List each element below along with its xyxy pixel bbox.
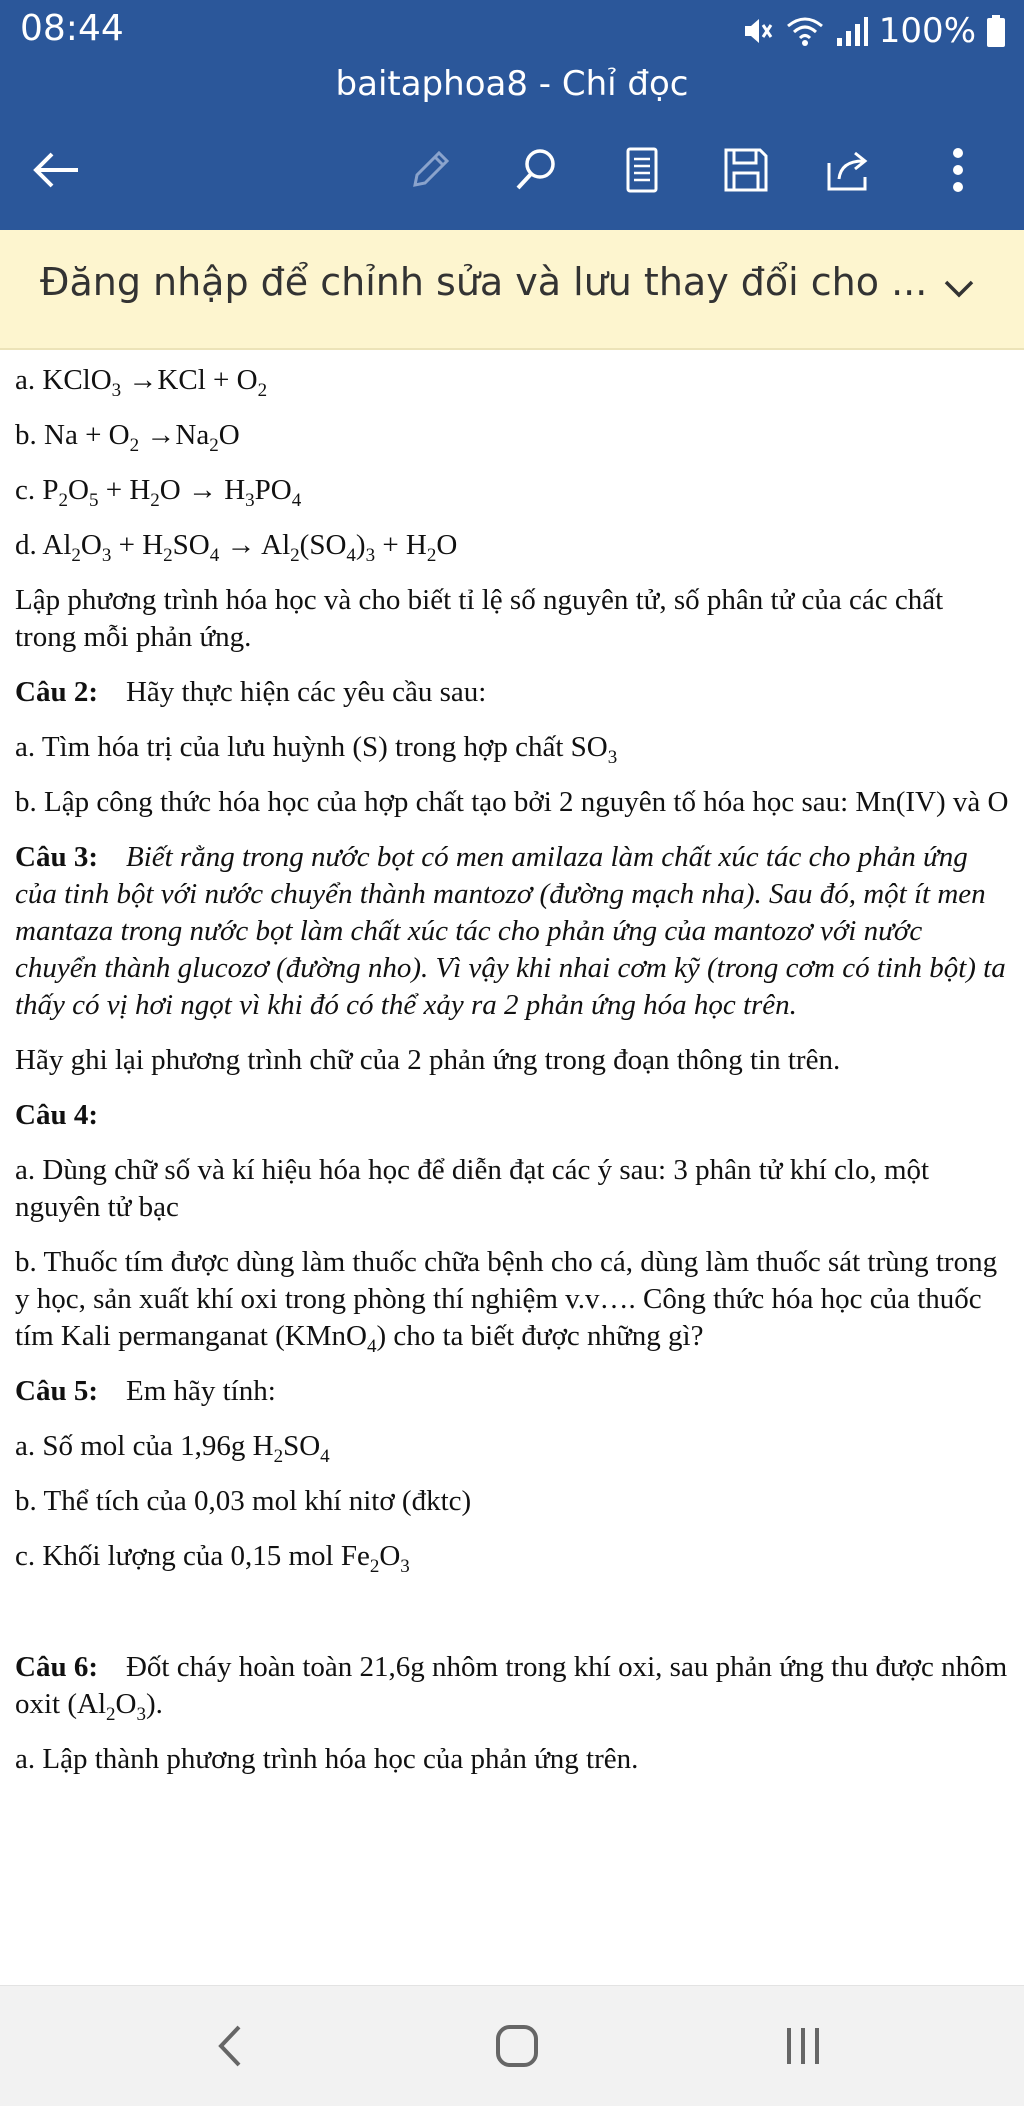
q4-heading: Câu 4: (15, 1099, 98, 1131)
blank-paragraph (15, 1593, 1010, 1649)
pencil-icon (407, 147, 453, 193)
status-time: 08:44 (20, 8, 124, 49)
q1-item-d: d. $Al_2O_3 + H_2SO_4 \to Al_2(SO_4)_3 + H_2O$ (15, 529, 458, 566)
back-arrow-icon (30, 150, 82, 190)
q6-item-a: a. Lập thành phương trình hóa học của phản ứng trên. (15, 1743, 639, 1775)
signin-banner-text: Đăng nhập để chỉnh sửa và lưu thay đổi cho ... (40, 260, 928, 304)
q5-item-b: b. Thể tích của 0,03 mol khí nitơ (đktc) (15, 1485, 472, 1517)
nav-recents-button[interactable] (758, 2006, 848, 2086)
nav-home-icon (494, 2023, 540, 2069)
q1-item-a: a. KClO$_3$ $\to KCl + O_2$ (15, 364, 268, 401)
nav-back-icon (215, 2023, 245, 2069)
nav-recents-icon (783, 2026, 823, 2066)
mute-icon (741, 14, 775, 48)
q1-item-c: c. $P_2O_5 + H_2O \to H_3PO_4$ (15, 474, 302, 511)
q2-item-b: b. Lập công thức hóa học của hợp chất tạo bởi 2 nguyên tố hóa học sau: Mn(IV) và O (15, 786, 1009, 818)
document-title: baitaphoa8 - Chỉ đọc (335, 64, 689, 104)
wifi-icon (785, 14, 825, 48)
battery-percent: 100% (878, 11, 976, 51)
reading-view-button[interactable] (602, 130, 682, 210)
system-navigation-bar (0, 1985, 1024, 2106)
nav-back-button[interactable] (185, 2006, 275, 2086)
q4-item-a: a. Dùng chữ số và kí hiệu hóa học để diễn đạt các ý sau: 3 phân tử khí clo, một nguyên tử bạc (15, 1154, 930, 1223)
search-icon (512, 146, 560, 194)
toolbar (0, 130, 1024, 210)
q5-item-c: c. Khối lượng của 0,15 mol $Fe_2O_3$ (15, 1540, 410, 1577)
more-options-button[interactable] (918, 130, 998, 210)
chevron-down-icon[interactable] (934, 264, 984, 314)
save-button[interactable] (706, 130, 786, 210)
q1-item-b: b. $Na + O_2 \to Na_2O$ (15, 419, 240, 456)
q4-item-b: b. Thuốc tím được dùng làm thuốc chữa bệnh cho cá, dùng làm thuốc sát trùng trong y học, sản xuất khí oxi trong phòng thí nghiệm v.v…. Công thức hóa học của thuốc tím Kali permanganat (KMnO$_4$) cho ta biết được những gì? (15, 1246, 998, 1357)
q1-instruction: Lập phương trình hóa học và cho biết tỉ lệ số nguyên tử, số phân tử của các chất trong mỗi phản ứng. (15, 584, 944, 653)
q6-paragraph: Câu 6: Đốt cháy hoàn toàn 21,6g nhôm trong khí oxi, sau phản ứng thu được nhôm oxit $(Al_2O_3)$. (15, 1651, 1008, 1725)
battery-icon (986, 14, 1006, 48)
back-button[interactable] (16, 130, 96, 210)
q2-heading: Câu 2: Hãy thực hiện các yêu cầu sau: (15, 676, 487, 708)
reading-view-icon (625, 146, 659, 194)
status-icons (741, 8, 1006, 54)
nav-home-button[interactable] (472, 2006, 562, 2086)
more-vertical-icon (951, 147, 965, 193)
q3-paragraph: Câu 3: Biết rằng trong nước bọt có men amilaza làm chất xúc tác cho phản ứng của tinh bột với nước chuyển thành mantozơ (đường mạch nha). Sau đó, một ít men mantaza trong nước bọt làm chất xúc tác cho phản ứng của mantozơ với nước chuyển thành glucozơ (đường nho). Vì vậy khi nhai cơm kỹ (trong cơm có tinh bột) ta thấy có vị hơi ngọt vì khi đó có thể xảy ra 2 phản ứng hóa học trên. (15, 841, 1006, 1021)
q5-item-a: a. Số mol của 1,96g $H_2SO_4$ (15, 1430, 330, 1467)
q5-heading: Câu 5: Em hãy tính: (15, 1375, 276, 1407)
share-icon (825, 147, 875, 193)
app-header (0, 0, 1024, 230)
save-icon (722, 146, 770, 194)
q3-task: Hãy ghi lại phương trình chữ của 2 phản ứng trong đoạn thông tin trên. (15, 1044, 841, 1076)
share-button[interactable] (810, 130, 890, 210)
document-content (15, 362, 1010, 1796)
edit-button[interactable] (390, 130, 470, 210)
signin-banner[interactable] (0, 230, 1024, 350)
search-button[interactable] (496, 130, 576, 210)
signal-icon (835, 14, 869, 48)
status-bar (0, 0, 1024, 62)
q2-item-a: a. Tìm hóa trị của lưu huỳnh (S) trong hợp chất $SO_3$ (15, 731, 618, 768)
